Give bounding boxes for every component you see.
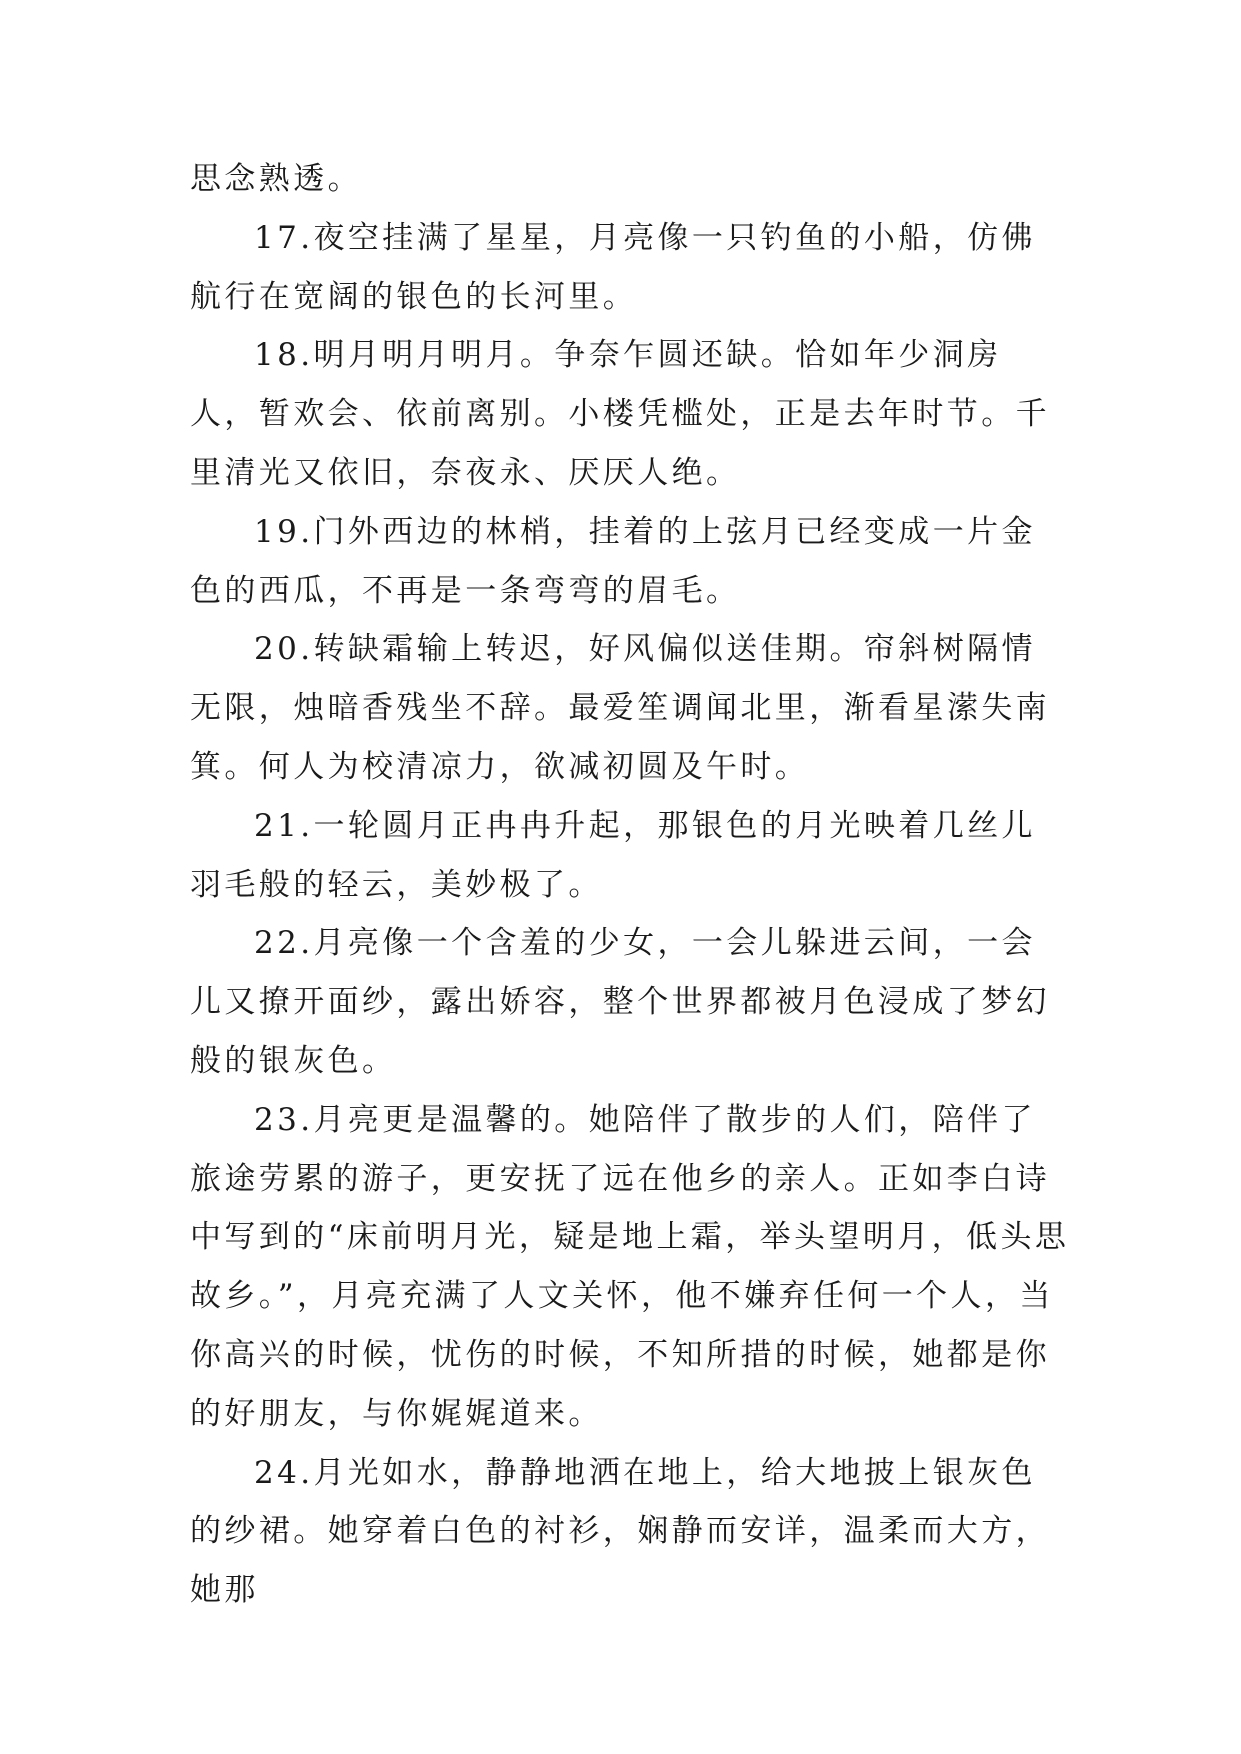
body-text (190, 150, 1070, 1620)
paragraph-17: 17.夜空挂满了星星，月亮像一只钓鱼的小船，仿佛航行在宽阔的银色的长河里。 (190, 219, 1036, 315)
paragraph-21: 21.一轮圆月正冉冉升起，那银色的月光映着几丝儿羽毛般的轻云，美妙极了。 (190, 807, 1036, 903)
paragraph-23: 23.月亮更是温馨的。她陪伴了散步的人们，陪伴了旅途劳累的游子，更安抚了远在他乡的亲人。正如李白诗中写到的“床前明月光，疑是地上霜，举头望明月，低头思故乡。”，月亮充满了人文关怀，他不嫌弃任何一个人，当你高兴的时候，忧伤的时候，不知所措的时候，她都是你的好朋友，与你娓娓道来。 (190, 1101, 1070, 1432)
paragraph-24: 24.月光如水，静静地洒在地上，给大地披上银灰色的纱裙。她穿着白色的衬衫，娴静而安详，温柔而大方，她那 (190, 1454, 1050, 1609)
paragraph-continuation: 思念熟透。 (190, 161, 362, 197)
paragraph-18: 18.明月明月明月。争奈乍圆还缺。恰如年少洞房人，暂欢会、依前离别。小楼凭槛处，正是去年时节。千里清光又依旧，奈夜永、厌厌人绝。 (190, 337, 1050, 491)
paragraph-20: 20.转缺霜输上转迟，好风偏似送佳期。帘斜树隔情无限，烛暗香残坐不辞。最爱笙调闻北里，渐看星潆失南箕。何人为校清凉力，欲减初圆及午时。 (190, 631, 1050, 785)
paragraph-22: 22.月亮像一个含羞的少女，一会儿躲进云间，一会儿又撩开面纱，露出娇容，整个世界都被月色浸成了梦幻般的银灰色。 (190, 925, 1050, 1079)
paragraph-19: 19.门外西边的林梢，挂着的上弦月已经变成一片金色的西瓜，不再是一条弯弯的眉毛。 (190, 513, 1036, 609)
